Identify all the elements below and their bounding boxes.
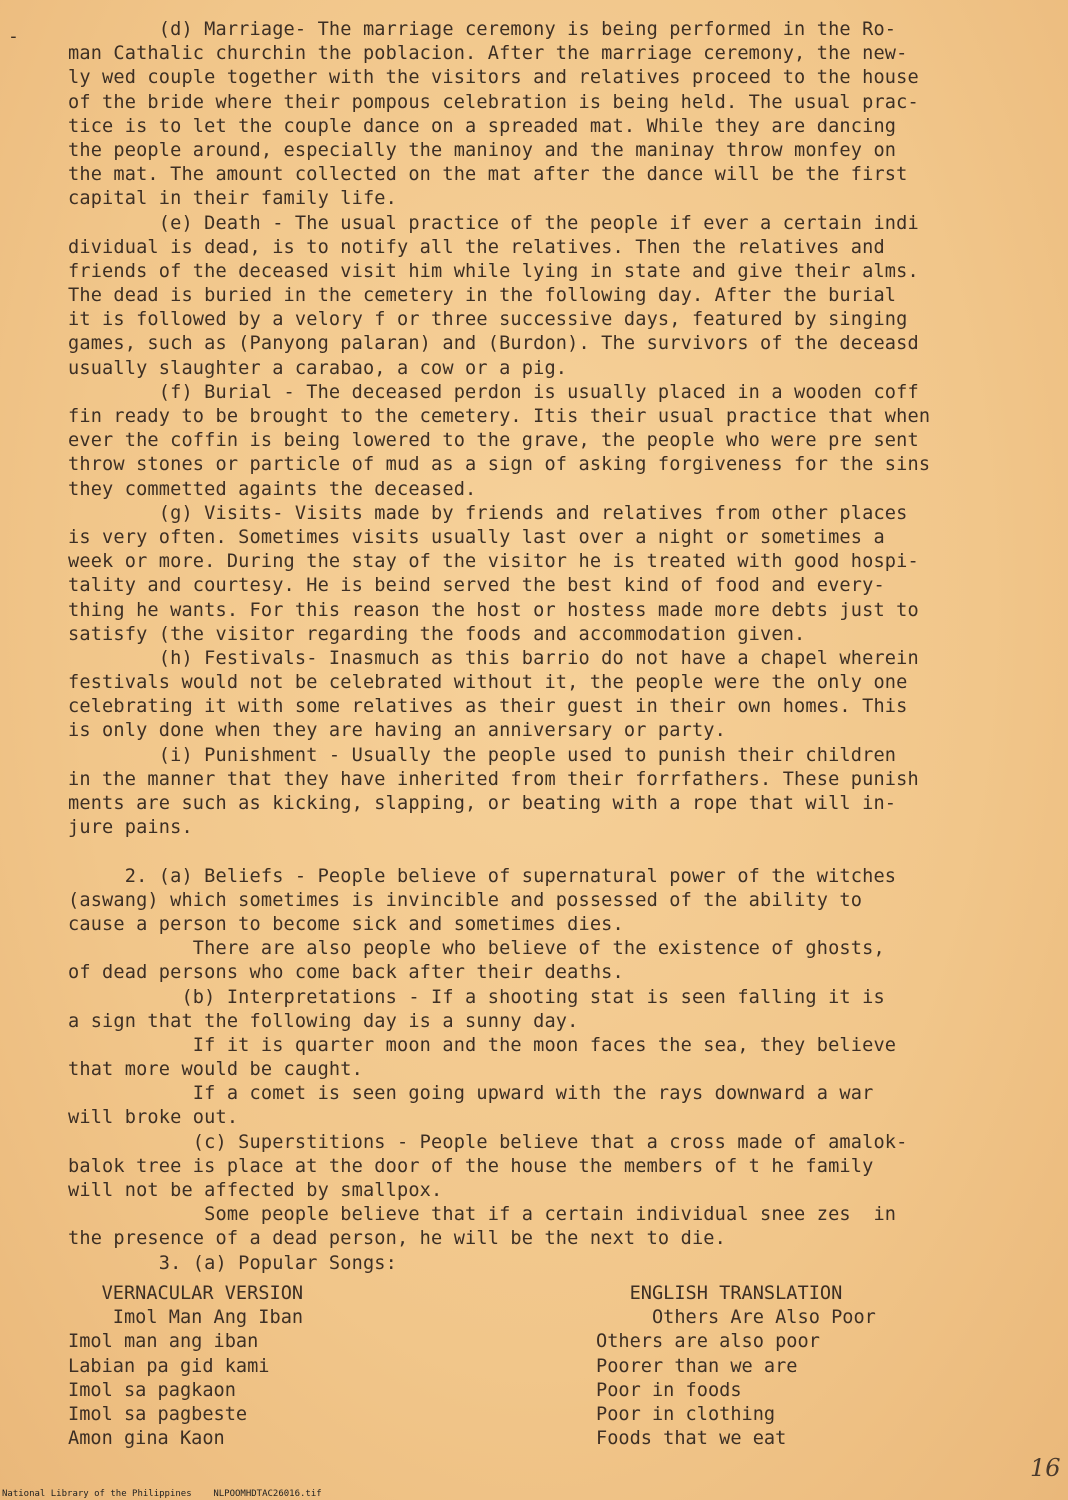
text-line: usually slaughter a carabao, a cow or a pig. xyxy=(68,357,568,379)
song-line-english: Poor in clothing xyxy=(596,1403,776,1425)
text-line: festivals would not be celebrated without it, the people were the only one xyxy=(68,672,908,694)
text-line: (e) Death - The usual practice of the people if ever a certain indi xyxy=(68,212,919,234)
text-line: (i) Punishment - Usually the people used to punish their children xyxy=(68,744,897,766)
text-line: If it is quarter moon and the moon faces the sea, they believe xyxy=(68,1034,897,1056)
text-line: is only done when they are having an anniversary or party. xyxy=(68,720,726,742)
song-line-english: Foods that we eat xyxy=(596,1428,787,1450)
text-line xyxy=(68,840,988,864)
text-line: the people around, especially the maninoy and the maninay throw monfey on xyxy=(68,139,897,161)
text-line: tice is to let the couple dance on a spreaded mat. While they are dancing xyxy=(68,115,897,137)
text-line: will broke out. xyxy=(68,1107,239,1129)
text-line: friends of the deceased visit him while lying in state and give their alms. xyxy=(68,260,919,282)
text-line: (c) Superstitions - People believe that a cross made of amalok- xyxy=(68,1131,908,1153)
text-line: a sign that the following day is a sunny day. xyxy=(68,1010,579,1032)
text-line: balok tree is place at the door of the house the members of t he family xyxy=(68,1155,874,1177)
text-line: (aswang) which sometimes is invincible and possessed of the ability to xyxy=(68,889,863,911)
text-line: Some people believe that if a certain individual snee zes in xyxy=(68,1204,897,1226)
page-number: 16 xyxy=(1030,1454,1061,1482)
song-line-vernacular: Amon gina Kaon xyxy=(68,1428,225,1450)
song-line-vernacular: Imol man ang iban xyxy=(68,1331,259,1353)
text-line: satisfy (the visitor regarding the foods and accommodation given. xyxy=(68,623,806,645)
text-line: dividual is dead, is to notify all the relatives. Then the relatives and xyxy=(68,236,885,258)
text-line: (h) Festivals- Inasmuch as this barrio do not have a chapel wherein xyxy=(68,647,919,669)
text-line: is very often. Sometimes visits usually last over a night or sometimes a xyxy=(68,526,885,548)
text-line: week or more. During the stay of the visitor he is treated with good hospi- xyxy=(68,551,919,573)
text-line: that more would be caught. xyxy=(68,1059,363,1081)
text-line: fin ready to be brought to the cemetery. Itis their usual practice that when xyxy=(68,406,931,427)
song-line-english: Poorer than we are xyxy=(596,1355,798,1377)
archive-footer: National Library of the Philippines NLPOOMHDTAC26016.tif xyxy=(2,1489,322,1499)
text-line: ly wed couple together with the visitors and relatives proceed to the house xyxy=(68,67,919,89)
song-line-vernacular: VERNACULAR VERSION xyxy=(68,1283,304,1304)
text-line: There are also people who believe of the existence of ghosts, xyxy=(68,938,885,960)
text-line: tality and courtesy. He is beind served the best kind of food and every- xyxy=(68,575,885,597)
text-line: ever the coffin is being lowered to the grave, the people who were pre sent xyxy=(68,430,919,452)
text-line: cause a person to become sick and sometimes dies. xyxy=(68,913,624,935)
song-line-english: Poor in foods xyxy=(596,1379,742,1401)
song-line-vernacular: Imol Man Ang Iban xyxy=(68,1307,304,1329)
text-line: they commetted againts the deceased. xyxy=(68,478,477,500)
document-body xyxy=(68,18,988,1276)
text-line: celebrating it with some relatives as their guest in their own homes. This xyxy=(68,696,908,718)
text-line: (g) Visits- Visits made by friends and relatives from other places xyxy=(68,502,908,524)
song-line-english: Others are also poor xyxy=(596,1331,820,1353)
margin-mark: - xyxy=(8,26,19,47)
song-line-vernacular: Imol sa pagkaon xyxy=(68,1379,236,1401)
text-line: (b) Interpretations - If a shooting stat is seen falling it is xyxy=(68,986,885,1008)
song-line-vernacular: Labian pa gid kami xyxy=(68,1355,270,1377)
english-column xyxy=(596,1282,976,1451)
text-line: 2. (a) Beliefs - People believe of supernatural power of the witches xyxy=(68,865,897,887)
text-line: (f) Burial - The deceased perdon is usually placed in a wooden coff xyxy=(68,381,919,403)
text-line: the presence of a dead person, he will be the next to die. xyxy=(68,1228,726,1250)
text-line: of the bride where their pompous celebration is being held. The usual prac- xyxy=(68,91,919,113)
song-line-vernacular: Imol sa pagbeste xyxy=(68,1403,248,1425)
text-line: of dead persons who come back after their deaths. xyxy=(68,962,624,984)
text-line: (d) Marriage- The marriage ceremony is being performed in the Ro- xyxy=(68,19,897,40)
text-line: in the manner that they have inherited from their forrfathers. These punish xyxy=(68,768,919,790)
text-line: games, such as (Panyong palaran) and (Burdon). The survivors of the deceasd xyxy=(68,333,919,355)
text-line: will not be affected by smallpox. xyxy=(68,1180,443,1201)
vernacular-column xyxy=(68,1282,488,1451)
text-line: jure pains. xyxy=(68,817,193,839)
text-line: ments are such as kicking, slapping, or beating with a rope that will in- xyxy=(68,793,897,814)
song-line-english: ENGLISH TRANSLATION xyxy=(596,1283,843,1304)
text-line: thing he wants. For this reason the host or hostess made more debts just to xyxy=(68,599,919,621)
text-line: the mat. The amount collected on the mat after the dance will be the first xyxy=(68,164,908,186)
text-line: throw stones or particle of mud as a sign of asking forgiveness for the sins xyxy=(68,454,931,476)
text-line: The dead is buried in the cemetery in the following day. After the burial xyxy=(68,285,897,307)
text-line: 3. (a) Popular Songs: xyxy=(68,1252,397,1274)
song-line-english: Others Are Also Poor xyxy=(596,1307,876,1329)
text-line: capital in their family life. xyxy=(68,188,397,210)
text-line: man Cathalic churchin the poblacion. After the marriage ceremony, the new- xyxy=(68,43,908,65)
text-line: it is followed by a velory f or three successive days, featured by singing xyxy=(68,309,908,331)
text-line: If a comet is seen going upward with the rays downward a war xyxy=(68,1083,874,1105)
